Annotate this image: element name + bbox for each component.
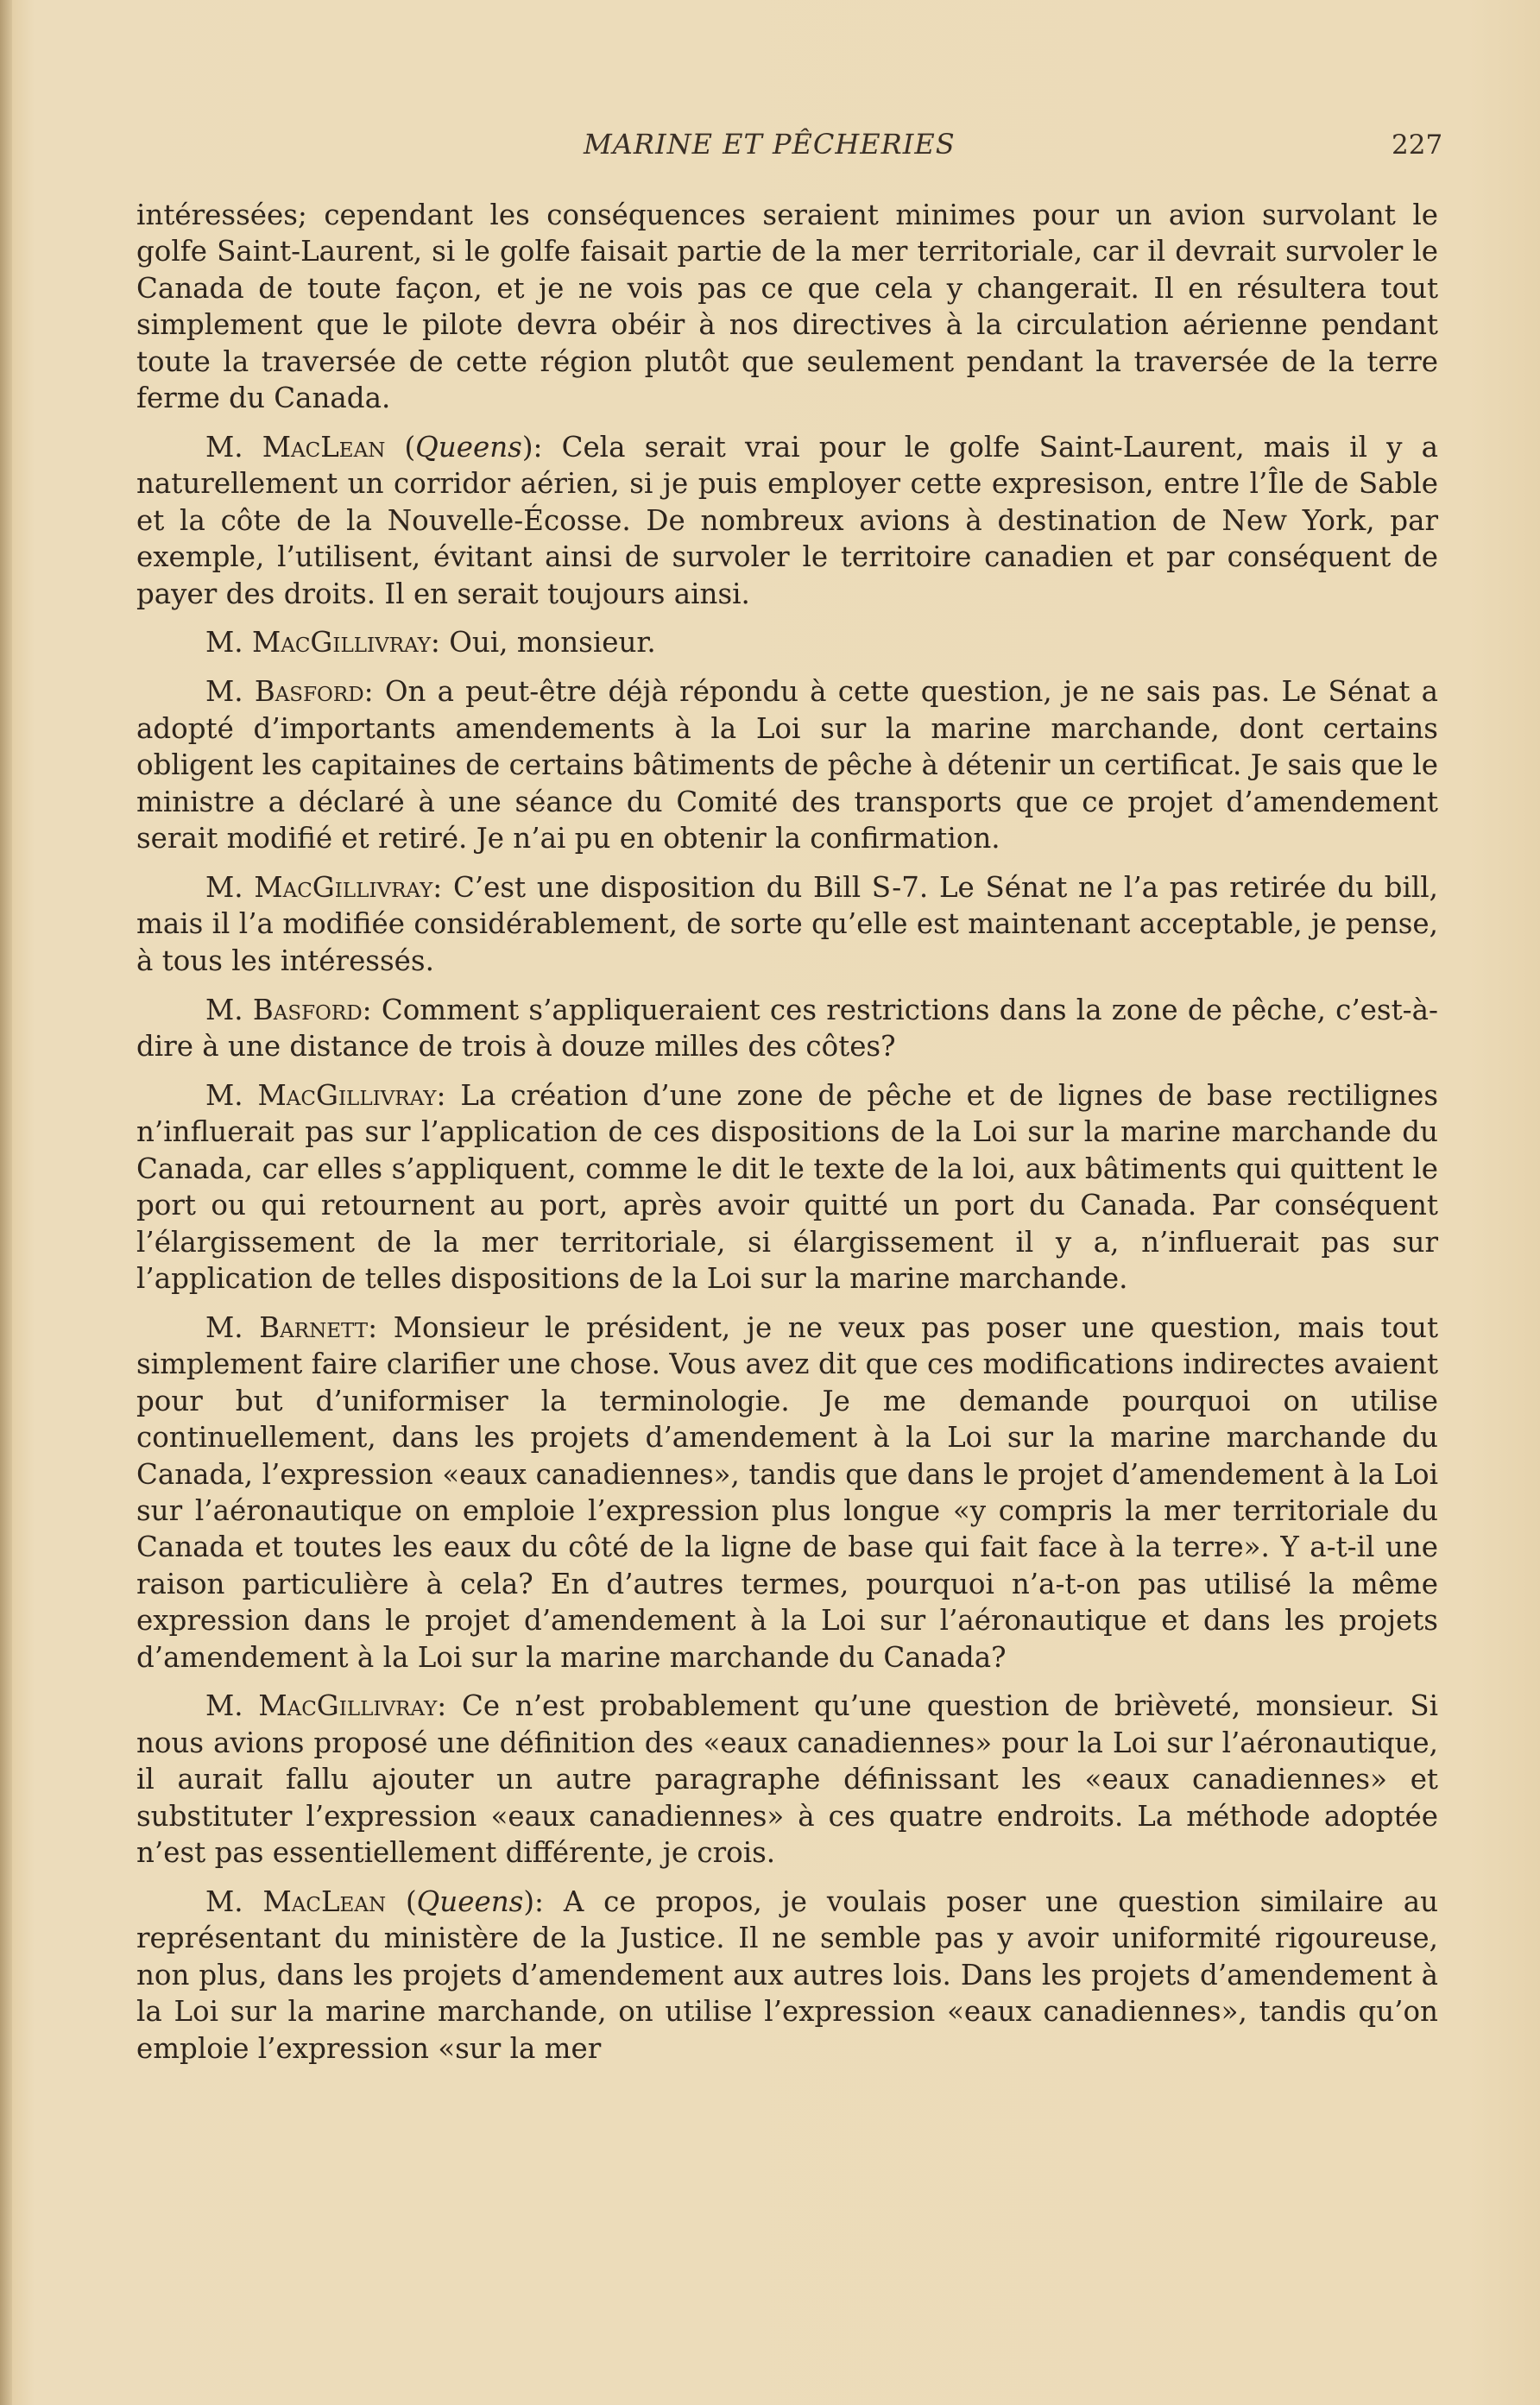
speaker-name: M. MacGillivray xyxy=(205,1689,438,1723)
paragraph-text: La création d’une zone de pêche et de lignes de base rectilignes n’influerait pas sur l’application de ces dispositions de la Loi sur la marine marchande du Canada, car elles s’appliquent, comme le dit le texte de la loi, aux bâtiments qui quittent le port ou qui retournent au port, après avoir quitté un port du Canada. Par conséquent l’élargissement de la mer territoriale, si élargissement il y a, n’influerait pas sur l’application de telles dispositions de la Loi sur la marine marchande. xyxy=(136,1078,1438,1295)
running-head xyxy=(0,128,1540,171)
page-number: 227 xyxy=(1392,129,1443,161)
constituency: Queens xyxy=(416,1884,524,1918)
speaker-name: M. MacGillivray xyxy=(205,870,433,904)
paragraph: M. MacGillivray: Ce n’est probablement qu’une question de brièveté, monsieur. Si nous avions proposé une définition des «eaux canadiennes» pour la Loi sur l’aéronautique, il aurait fallu ajouter un autre paragraphe définissant les «eaux canadiennes» et substituter l’expression «eaux canadiennes» à ces quatre endroits. La méthode adoptée n’est pas essentiellement différente, je crois. xyxy=(136,1689,1439,1870)
paragraph: M. Basford: On a peut-être déjà répondu à cette question, je ne sais pas. Le Sénat a adopté d’importants amendements à la Loi sur la marine marchande, dont certains obligent les capitaines de certains bâtiments de pêche à détenir un certificat. Je sais que le ministre a déclaré à une séance du Comité des transports que ce projet d’amendement serait modifié et retiré. Je n’ai pu en obtenir la confirmation. xyxy=(136,675,1439,855)
paragraph-text: Cela serait vrai pour le golfe Saint-Laurent, mais il y a naturellement un corridor aérien, si je puis employer cette expresison, entre l’Île de Sable et la côte de la Nouvelle-Écosse. De nombreux avions à destination de New York, par exemple, l’utilisent, évitant ainsi de survoler le territoire canadien et par conséquent de payer des droits. Il en serait toujours ainsi. xyxy=(136,430,1438,610)
paragraph-text: A ce propos, je voulais poser une question similaire au représentant du ministère de la Justice. Il ne semble pas y avoir uniformité rigoureuse, non plus, dans les projets d’amendement aux autres lois. Dans les projets d’amendement à la Loi sur la marine marchande, on utilise l’expression «eaux canadiennes», tandis qu’on emploie l’expression «sur la mer xyxy=(136,1884,1438,2065)
speaker-name: M. Barnett xyxy=(205,1310,369,1344)
speaker-name: M. MacLean xyxy=(205,1884,387,1918)
constituency: Queens xyxy=(415,430,522,464)
speaker-name: M. MacGillivray xyxy=(205,1078,437,1112)
paragraph: M. MacGillivray: La création d’une zone de pêche et de lignes de base rectilignes n’influerait pas sur l’application de ces dispositions de la Loi sur la marine marchande du Canada, car elles s’appliquent, comme le dit le texte de la loi, aux bâtiments qui quittent le port ou qui retournent au port, après avoir quitté un port du Canada. Par conséquent l’élargissement de la mer territoriale, si élargissement il y a, n’influerait pas sur l’application de telles dispositions de la Loi sur la marine marchande. xyxy=(136,1078,1438,1295)
paragraph: M. MacGillivray: Oui, monsieur. xyxy=(205,626,656,660)
paragraph-text: Comment s’appliqueraient ces restrictions dans la zone de pêche, c’est-à-dire à une distance de trois à douze milles des côtes? xyxy=(136,993,1438,1064)
paragraph-text: C’est une disposition du Bill S-7. Le Sénat ne l’a pas retirée du bill, mais il l’a modifiée considérablement, de sorte qu’elle est maintenant acceptable, je pense, à tous les intéressés. xyxy=(136,870,1438,977)
speaker-name: M. Basford xyxy=(205,993,363,1026)
paragraph: M. MacLean (Queens): Cela serait vrai pour le golfe Saint-Laurent, mais il y a naturellement un corridor aérien, si je puis employer cette expresison, entre l’Île de Sable et la côte de la Nouvelle-Écosse. De nombreux avions à destination de New York, par exemple, l’utilisent, évitant ainsi de survoler le territoire canadien et par conséquent de payer des droits. Il en serait toujours ainsi. xyxy=(136,430,1438,610)
paragraph-text: intéressées; cependant les conséquences seraient minimes pour un avion survolant le golfe Saint-Laurent, si le golfe faisait partie de la mer territoriale, car il devrait survoler le Canada de toute façon, et je ne vois pas ce que cela y changerait. Il en résultera tout simplement que le pilote devra obéir à nos directives à la circulation aérienne pendant toute la traversée de cette région plutôt que seulement pendant la traversée de la terre ferme du Canada. xyxy=(136,199,1438,415)
page-spine-shadow xyxy=(0,0,12,2405)
speaker-name: M. Basford xyxy=(205,675,364,709)
paragraph-text: Ce n’est probablement qu’une question de brièveté, monsieur. Si nous avions proposé une définition des «eaux canadiennes» pour la Loi sur l’aéronautique, il aurait fallu ajouter un autre paragraphe définissant les «eaux canadiennes» et substituter l’expression «eaux canadiennes» à ces quatre endroits. La méthode adoptée n’est pas essentiellement différente, je crois. xyxy=(136,1689,1439,1870)
paragraph-text: On a peut-être déjà répondu à cette question, je ne sais pas. Le Sénat a adopté d’importants amendements à la Loi sur la marine marchande, dont certains obligent les capitaines de certains bâtiments de pêche à détenir un certificat. Je sais que le ministre a déclaré à une séance du Comité des transports que ce projet d’amendement serait modifié et retiré. Je n’ai pu en obtenir la confirmation. xyxy=(136,675,1439,855)
speaker-name: M. MacLean xyxy=(205,430,386,464)
paragraph: M. Barnett: Monsieur le président, je ne veux pas poser une question, mais tout simplement faire clarifier une chose. Vous avez dit que ces modifications indirectes avaient pour but d’uniformiser la terminologie. Je me demande pourquoi on utilise continuellement, dans les projets d’amendement à la Loi sur la marine marchande du Canada, l’expression «eaux canadiennes», tandis que dans le projet d’amendement à la Loi sur l’aéronautique on emploie l’expression plus longue «y compris la mer territoriale du Canada et toutes les eaux du côté de la ligne de base qui fait face à la terre». Y a-t-il une raison particulière à cela? En d’autres termes, pourquoi n’a-t-on pas utilisé la même expression dans le projet d’amendement à la Loi sur l’aéronautique et dans les projets d’amendement à la Loi sur la marine marchande du Canada? xyxy=(136,1310,1439,1674)
text-body xyxy=(136,197,1438,2080)
paragraph: M. MacLean (Queens): A ce propos, je voulais poser une question similaire au représentant du ministère de la Justice. Il ne semble pas y avoir uniformité rigoureuse, non plus, dans les projets d’amendement aux autres lois. Dans les projets d’amendement à la Loi sur la marine marchande, on utilise l’expression «eaux canadiennes», tandis qu’on emploie l’expression «sur la mer xyxy=(136,1884,1438,2065)
speaker-name: M. MacGillivray xyxy=(205,626,431,660)
running-title: MARINE ET PÊCHERIES xyxy=(584,128,956,161)
paragraph: M. Basford: Comment s’appliqueraient ces restrictions dans la zone de pêche, c’est-à-dire à une distance de trois à douze milles des côtes? xyxy=(136,993,1438,1064)
paragraph-text: Oui, monsieur. xyxy=(449,626,656,660)
paragraph: M. MacGillivray: C’est une disposition du Bill S-7. Le Sénat ne l’a pas retirée du bill, mais il l’a modifiée considérablement, de sorte qu’elle est maintenant acceptable, je pense, à tous les intéressés. xyxy=(136,870,1438,977)
paragraph-text: Monsieur le président, je ne veux pas poser une question, mais tout simplement faire clarifier une chose. Vous avez dit que ces modifications indirectes avaient pour but d’uniformiser la terminologie. Je me demande pourquoi on utilise continuellement, dans les projets d’amendement à la Loi sur la marine marchande du Canada, l’expression «eaux canadiennes», tandis que dans le projet d’amendement à la Loi sur l’aéronautique on emploie l’expression plus longue «y compris la mer territoriale du Canada et toutes les eaux du côté de la ligne de base qui fait face à la terre». Y a-t-il une raison particulière à cela? En d’autres termes, pourquoi n’a-t-on pas utilisé la même expression dans le projet d’amendement à la Loi sur l’aéronautique et dans les projets d’amendement à la Loi sur la marine marchande du Canada? xyxy=(136,1310,1439,1674)
paragraph xyxy=(136,197,1438,416)
